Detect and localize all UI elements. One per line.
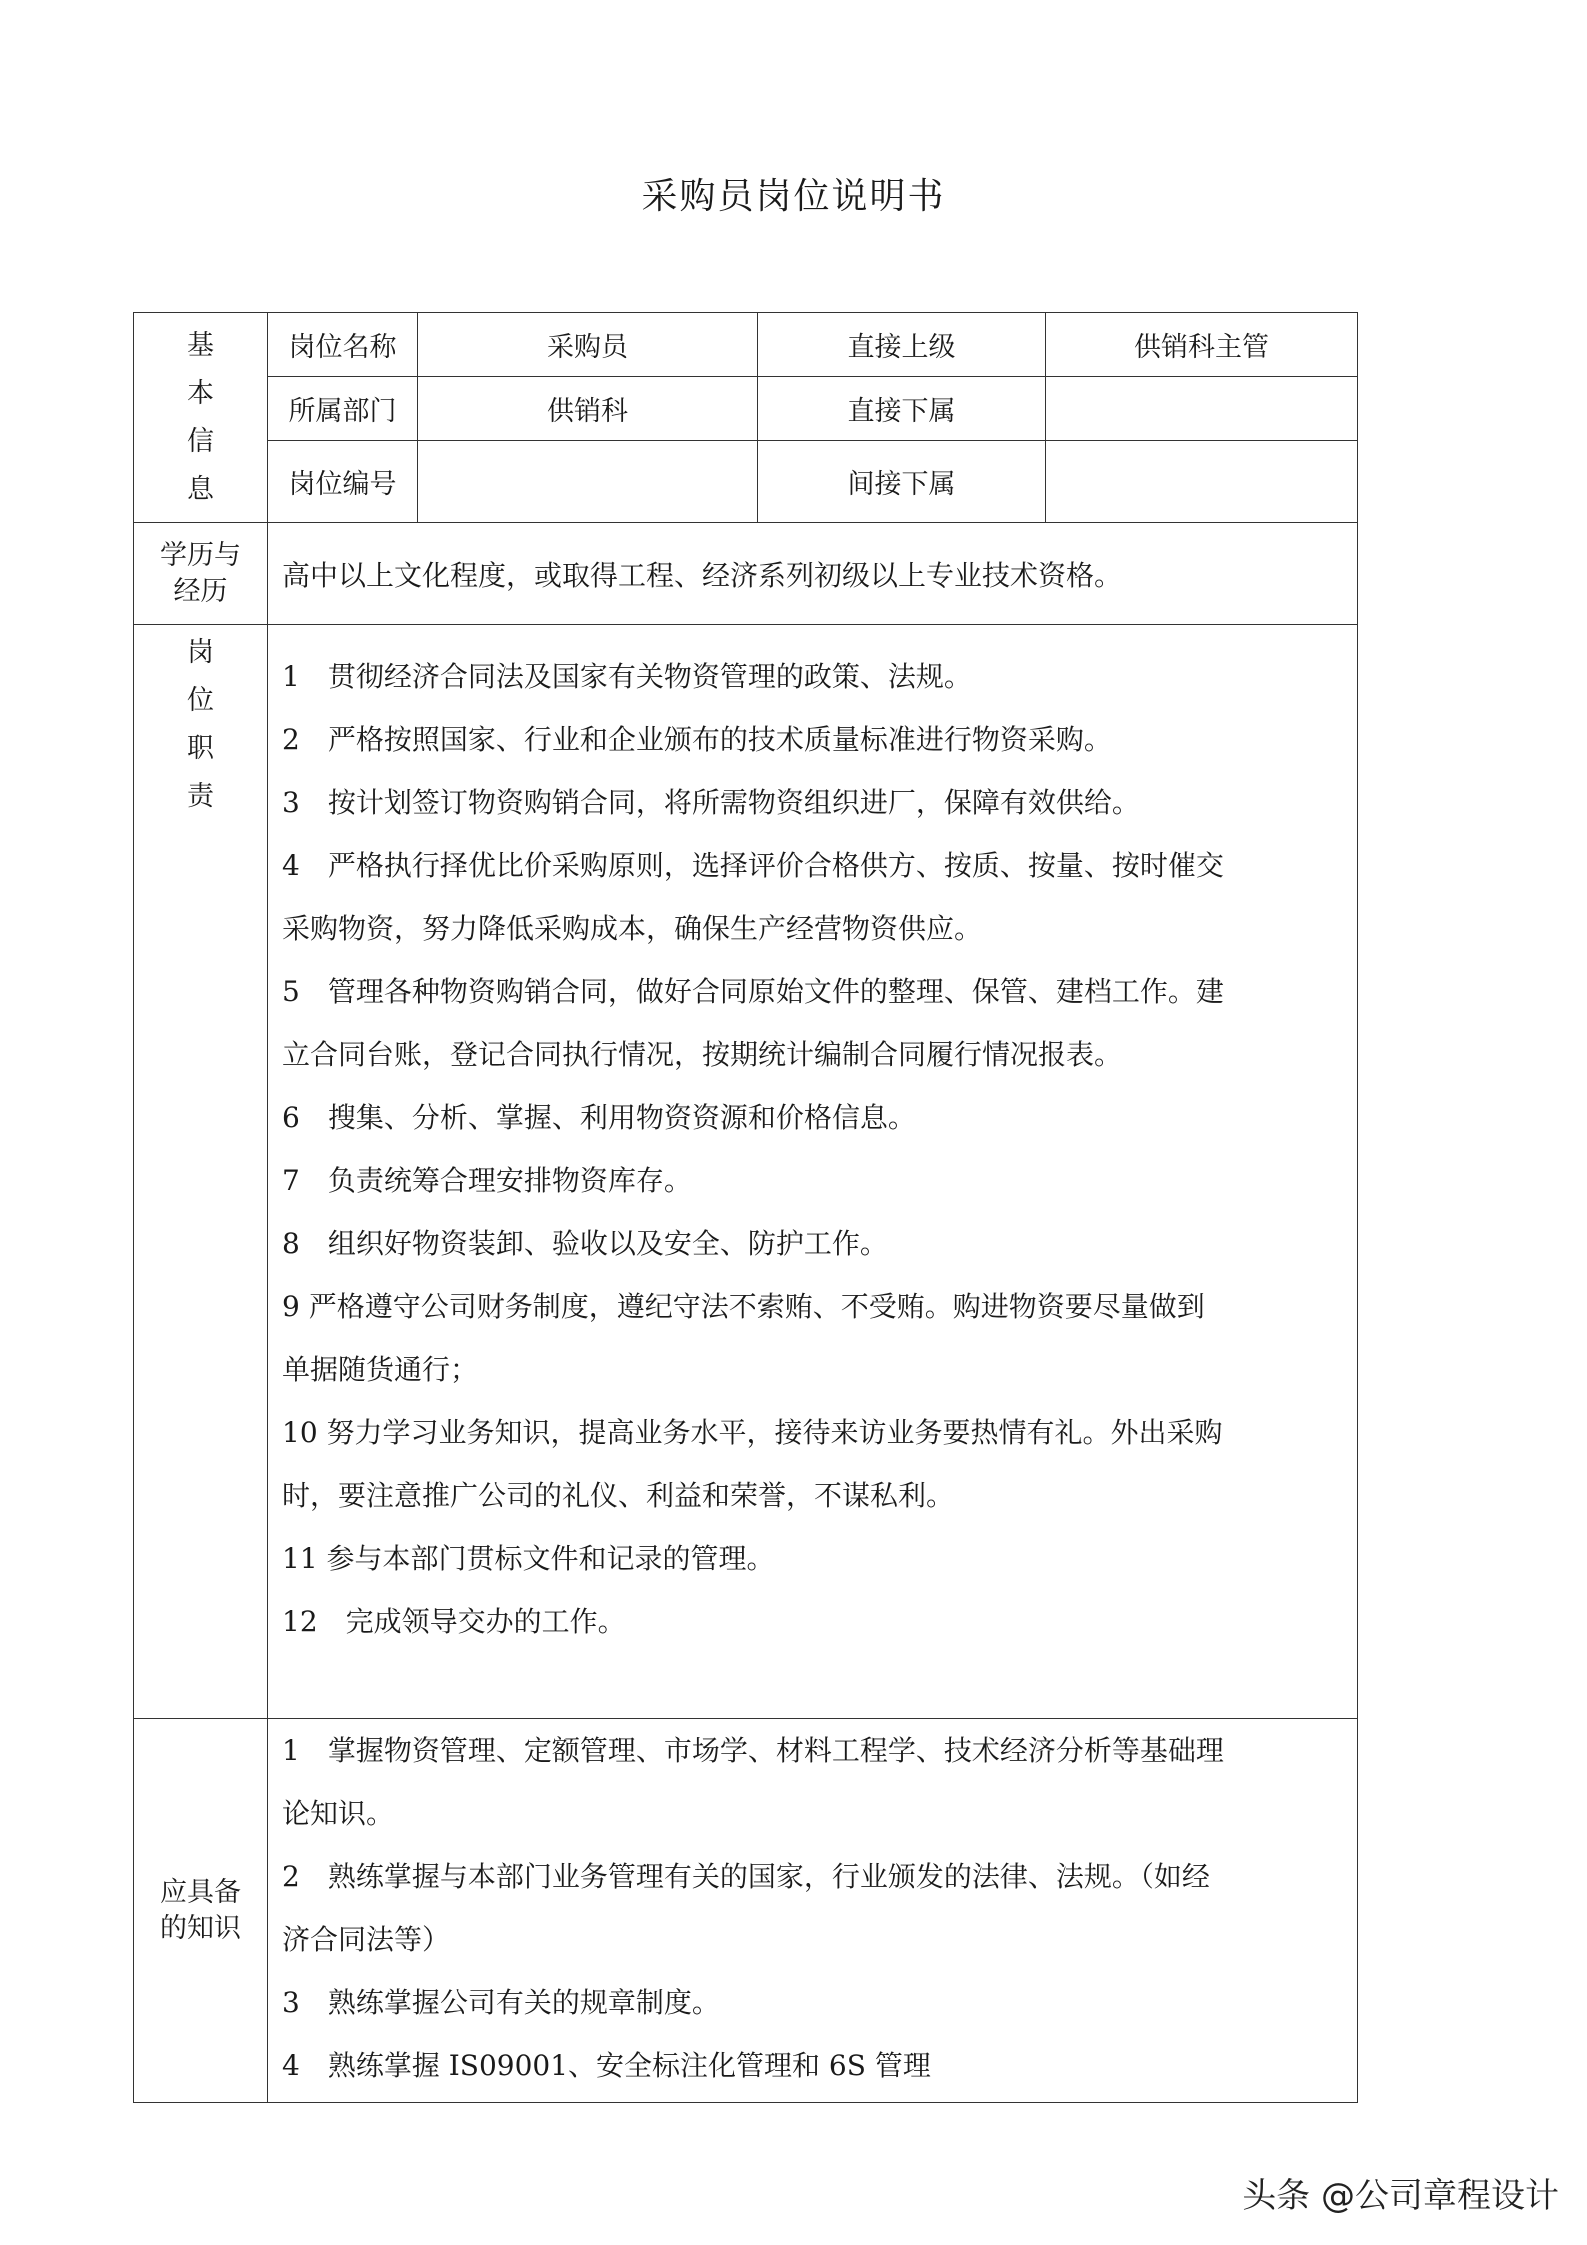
indirect-subordinate-label: 间接下属 (758, 441, 1046, 523)
knowledge-label: 应具备 的知识 (134, 1719, 268, 2103)
table-row (134, 441, 1358, 523)
knowledge-line: 2 熟练掌握与本部门业务管理有关的国家，行业颁发的法律、法规。（如经 (282, 1860, 1210, 1893)
duty-line: 3 按计划签订物资购销合同，将所需物资组织进厂，保障有效供给。 (282, 786, 1140, 819)
duty-line: 8 组织好物资装卸、验收以及安全、防护工作。 (282, 1227, 888, 1260)
position-name-label: 岗位名称 (268, 313, 418, 377)
table-row (134, 313, 1358, 377)
duty-line: 采购物资，努力降低采购成本，确保生产经营物资供应。 (282, 912, 983, 945)
duty-line: 时，要注意推广公司的礼仪、利益和荣誉，不谋私利。 (282, 1479, 955, 1512)
duty-line: 5 管理各种物资购销合同，做好合同原始文件的整理、保管、建档工作。建 (282, 975, 1224, 1008)
education-label: 学历与 经历 (134, 523, 268, 625)
duty-line: 10 努力学习业务知识，提高业务水平，接待来访业务要热情有礼。外出采购 (282, 1416, 1223, 1449)
basic-info-label: 基 本 信 息 (134, 313, 268, 523)
table-row (134, 523, 1358, 625)
position-name-value: 采购员 (418, 313, 758, 377)
department-label: 所属部门 (268, 377, 418, 441)
knowledge-content (268, 1719, 1358, 2103)
duty-line: 6 搜集、分析、掌握、利用物资资源和价格信息。 (282, 1101, 916, 1134)
duty-line: 单据随货通行； (282, 1353, 479, 1386)
duties-label: 岗 位 职 责 (134, 625, 268, 1719)
duty-line: 1 贯彻经济合同法及国家有关物资管理的政策、法规。 (282, 660, 972, 693)
department-value: 供销科 (418, 377, 758, 441)
duty-line: 4 严格执行择优比价采购原则，选择评价合格供方、按质、按量、按时催交 (282, 849, 1224, 882)
direct-subordinate-value (1046, 377, 1358, 441)
duty-line: 2 严格按照国家、行业和企业颁布的技术质量标准进行物资采购。 (282, 723, 1112, 756)
table-row (134, 1719, 1358, 2103)
knowledge-line: 论知识。 (282, 1797, 395, 1830)
job-description-table (133, 312, 1358, 2103)
watermark: 头条 @公司章程设计 (1242, 2176, 1559, 2216)
direct-superior-label: 直接上级 (758, 313, 1046, 377)
duty-line: 11 参与本部门贯标文件和记录的管理。 (282, 1542, 775, 1575)
direct-superior-value: 供销科主管 (1046, 313, 1358, 377)
page-title: 采购员岗位说明书 (641, 176, 946, 217)
indirect-subordinate-value (1046, 441, 1358, 523)
duty-line: 7 负责统筹合理安排物资库存。 (282, 1164, 692, 1197)
knowledge-line: 3 熟练掌握公司有关的规章制度。 (282, 1986, 720, 2019)
knowledge-line: 1 掌握物资管理、定额管理、市场学、材料工程学、技术经济分析等基础理 (282, 1734, 1224, 1767)
position-code-label: 岗位编号 (268, 441, 418, 523)
knowledge-line: 济合同法等） (282, 1923, 451, 1956)
table-row (134, 377, 1358, 441)
table-row (134, 625, 1358, 1719)
direct-subordinate-label: 直接下属 (758, 377, 1046, 441)
duty-line: 立合同台账，登记合同执行情况，按期统计编制合同履行情况报表。 (282, 1038, 1123, 1071)
duty-line: 9 严格遵守公司财务制度，遵纪守法不索贿、不受贿。购进物资要尽量做到 (282, 1290, 1205, 1323)
duty-line: 12 完成领导交办的工作。 (282, 1605, 626, 1638)
position-code-value (418, 441, 758, 523)
knowledge-line: 4 熟练掌握 IS09001、安全标注化管理和 6S 管理 (282, 2049, 931, 2082)
duties-content (268, 625, 1358, 1719)
education-text: 高中以上文化程度，或取得工程、经济系列初级以上专业技术资格。 (268, 523, 1358, 625)
